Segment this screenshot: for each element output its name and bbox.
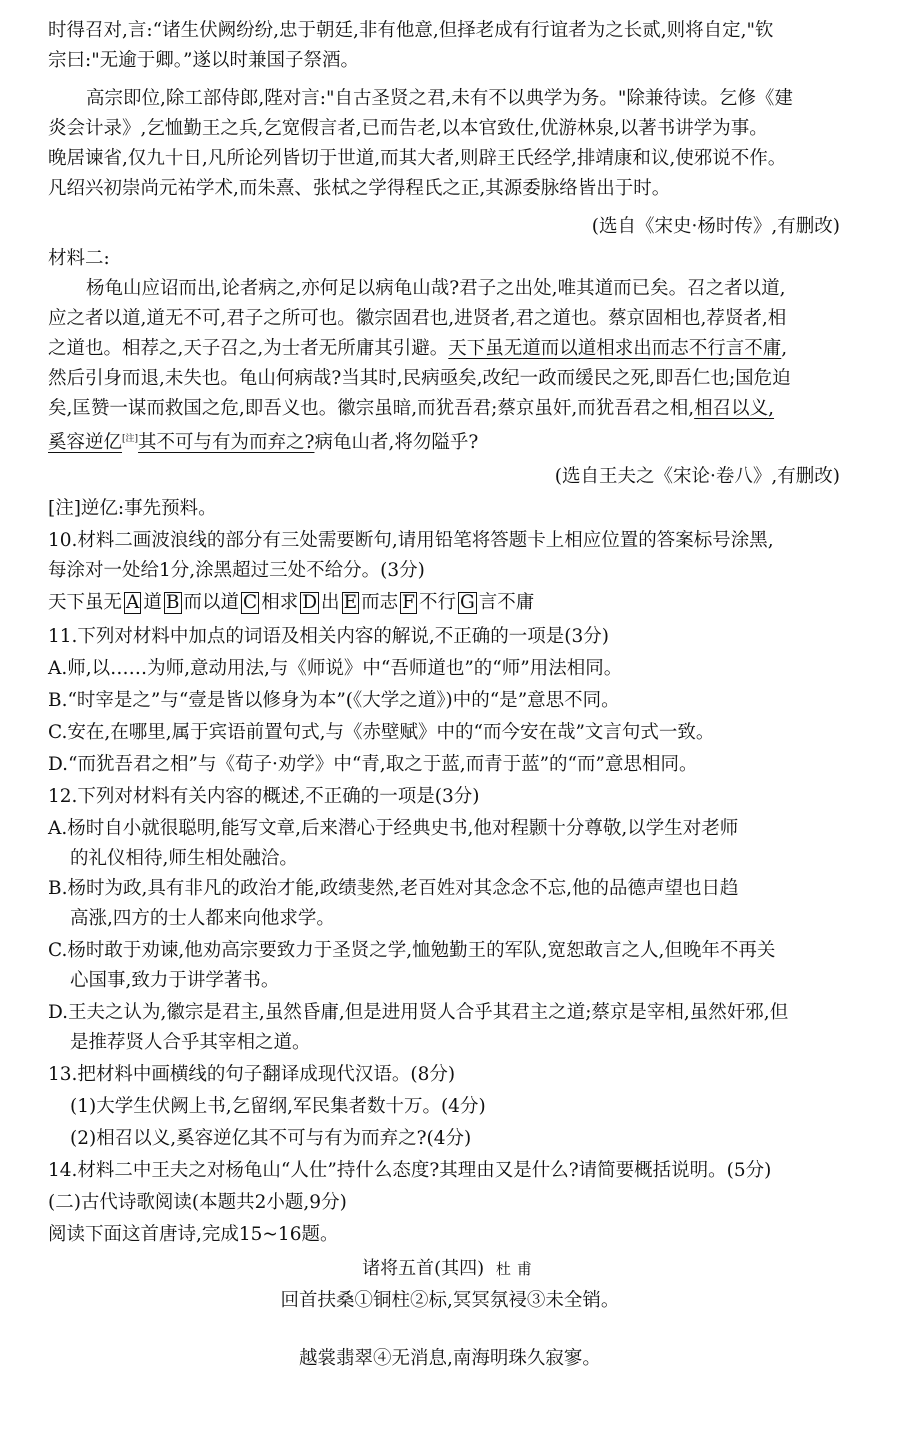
question-10-instruction: 每涂对一处给1分,涂黑超过三处不给分。(3分) <box>48 560 425 581</box>
question-13-1: (1)大学生伏阙上书,乞留纲,军民集者数十万。(4分) <box>70 1096 486 1117</box>
text-line: 然后引身而退,未失也。龟山何病哉?当其时,民病亟矣,改纪一政而缓民之死,即吾仁也;国危迫 <box>48 368 791 389</box>
source-citation: (选自王夫之《宋论·卷八》,有删改) <box>554 466 840 487</box>
text-line: 应之者以道,道无不可,君子之所可也。徽宗固君也,进贤者,君之道也。蔡京固相也,荐贤者,相 <box>48 308 787 329</box>
text-line: 高宗即位,除工部侍郎,陛对言:"自古圣贤之君,未有不以典学为务。"除兼待读。乞修《建 <box>86 88 793 109</box>
wavy-underlined-passage: 天下虽无道而以道相求出而志不行言不庸 <box>448 338 782 359</box>
text-line: 凡绍兴初崇尚元祐学术,而朱熹、张栻之学得程氏之正,其源委脉络皆出于时。 <box>48 178 671 199</box>
answer-box-b[interactable]: B <box>165 592 180 613</box>
instruction: 阅读下面这首唐诗,完成15~16题。 <box>48 1224 339 1245</box>
text-line: 杨龟山应诏而出,论者病之,亦何足以病龟山哉?君子之出处,唯其道而已矣。召之者以道, <box>86 278 786 299</box>
option-c: C.杨时敢于劝谏,他劝高宗要致力于圣贤之学,恤勉勤王的军队,宽恕敢言之人,但晚年不再关 <box>48 940 776 961</box>
poem-title <box>0 1256 900 1282</box>
segment: 天下虽无 <box>48 592 123 613</box>
poem-author: 杜甫 <box>495 1260 538 1278</box>
footnote-marker: [注] <box>122 434 139 444</box>
underlined-sentence: 相召以义, <box>694 398 775 419</box>
option-d: D.“而犹吾君之相”与《荀子·劝学》中“青,取之于蓝,而青于蓝”的“而”意思相同。 <box>48 754 698 775</box>
segment: 而以道 <box>183 592 240 613</box>
section-heading: 材料二: <box>48 248 110 269</box>
option-b: B.“时宰是之”与“壹是皆以修身为本”(《大学之道》)中的“是”意思不同。 <box>48 690 620 711</box>
answer-box-c[interactable]: C <box>243 592 258 613</box>
option-d: D.王夫之认为,徽宗是君主,虽然昏庸,但是进用贤人合乎其君主之道;蔡京是宰相,虽然奸邪,但 <box>48 1002 789 1023</box>
option-c-cont: 心国事,致力于讲学著书。 <box>70 970 280 991</box>
text-line: 时得召对,言:“诸生伏阙纷纷,忠于朝廷,非有他意,但择老成有行谊者为之长贰,则将自定,"钦 <box>48 20 774 41</box>
source-citation: (选自《宋史·杨时传》,有删改) <box>591 216 840 237</box>
segment: 言不庸 <box>478 592 535 613</box>
underlined-sentence: 其不可与有为而弃之? <box>138 432 315 454</box>
option-a: A.师,以……为师,意动用法,与《师说》中“吾师道也”的“师”用法相同。 <box>48 658 623 679</box>
text-line <box>48 396 860 422</box>
segment: 出 <box>321 592 340 613</box>
segment: 而志 <box>361 592 399 613</box>
question-12: 12.下列对材料有关内容的概述,不正确的一项是(3分) <box>48 786 480 807</box>
poem-line-1: 回首扶桑①铜柱②标,冥冥氛祲③未全销。 <box>280 1290 620 1311</box>
poem-line-2: 越裳翡翠④无消息,南海明珠久寂寥。 <box>299 1348 601 1369</box>
answer-box-a[interactable]: A <box>126 592 140 613</box>
question-11: 11.下列对材料中加点的词语及相关内容的解说,不正确的一项是(3分) <box>48 626 610 647</box>
option-a: A.杨时自小就很聪明,能写文章,后来潜心于经典史书,他对程颢十分尊敬,以学生对老师 <box>48 818 739 839</box>
text-line <box>48 426 860 456</box>
question-13: 13.把材料中画横线的句子翻译成现代汉语。(8分) <box>48 1064 456 1085</box>
segment: 不行 <box>418 592 456 613</box>
question-10: 10.材料二画波浪线的部分有三处需要断句,请用铅笔将答题卡上相应位置的答案标号涂黑, <box>48 530 774 551</box>
answer-box-f[interactable]: F <box>402 592 415 613</box>
text-line: 晚居谏省,仅九十日,凡所论列皆切于世道,而其大者,则辟王氏经学,排靖康和议,使邪说不作。 <box>48 148 787 169</box>
option-b: B.杨时为政,具有非凡的政治才能,政绩斐然,老百姓对其念念不忘,他的品德声望也日趋 <box>48 878 739 899</box>
answer-box-e[interactable]: E <box>343 592 358 613</box>
segment: 相求 <box>261 592 299 613</box>
section-heading: (二)古代诗歌阅读(本题共2小题,9分) <box>48 1192 347 1213</box>
segment: 道 <box>143 592 162 613</box>
question-10-options <box>48 590 860 616</box>
option-a-cont: 的礼仪相待,师生相处融洽。 <box>70 848 298 869</box>
text-segment: 病龟山者,将勿隘乎? <box>314 432 479 454</box>
question-13-2: (2)相召以义,奚容逆亿其不可与有为而弃之?(4分) <box>70 1128 472 1149</box>
poem-title-text: 诸将五首(其四) <box>362 1258 485 1279</box>
text-line <box>48 336 860 362</box>
footnote: [注]逆亿:事先预料。 <box>48 498 217 519</box>
underlined-sentence: 奚容逆亿 <box>48 432 123 454</box>
answer-box-d[interactable]: D <box>302 592 318 613</box>
text-segment: , <box>781 338 788 359</box>
option-d-cont: 是推荐贤人合乎其宰相之道。 <box>70 1032 311 1053</box>
answer-box-g[interactable]: G <box>459 592 475 613</box>
question-14: 14.材料二中王夫之对杨龟山“人仕”持什么态度?其理由又是什么?请简要概括说明。(5分) <box>48 1160 772 1181</box>
text-segment: 之道也。相荐之,天子召之,为士者无所庸其引避。 <box>48 338 449 359</box>
text-segment: 矣,匡赞一谋而救国之危,即吾义也。徽宗虽暗,而犹吾君;蔡京虽奸,而犹吾君之相, <box>48 398 695 419</box>
option-b-cont: 高涨,四方的士人都来向他求学。 <box>70 908 335 929</box>
text-line: 宗曰:"无逾于卿。”遂以时兼国子祭酒。 <box>48 50 359 71</box>
text-line: 炎会计录》,乞恤勤王之兵,乞宽假言者,已而告老,以本官致仕,优游林泉,以著书讲学为事。 <box>48 118 768 139</box>
option-c: C.安在,在哪里,属于宾语前置句式,与《赤壁赋》中的“而今安在哉”文言句式一致。 <box>48 722 715 743</box>
